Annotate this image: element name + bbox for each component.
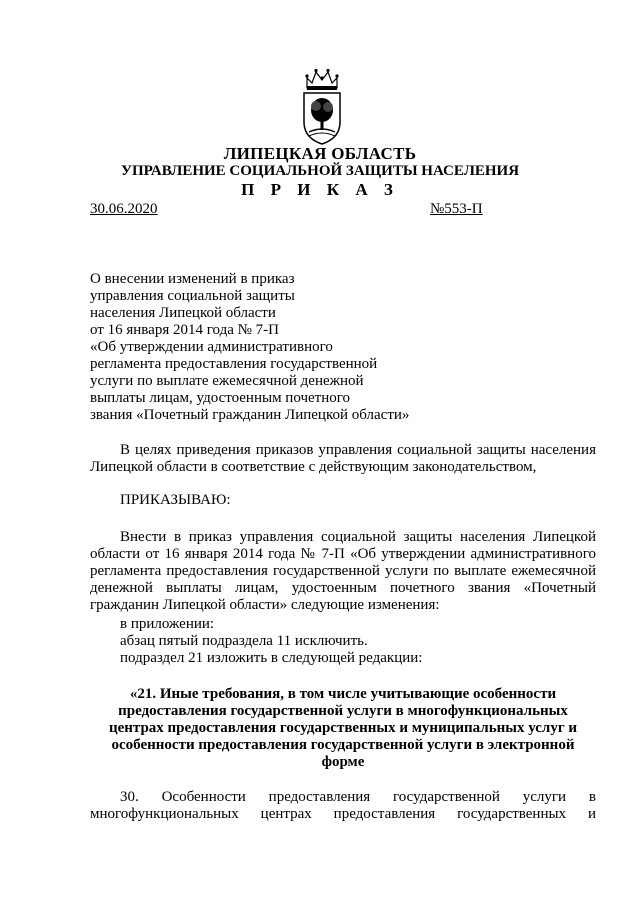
- paragraph-line: регламента предоставления государственной услуги по выплате ежемесячной: [90, 563, 596, 579]
- subject-line: О внесении изменений в приказ: [90, 271, 295, 287]
- section-title-line: предоставления государственной услуги в многофункциональных: [118, 703, 568, 719]
- subject-line: выплаты лицам, удостоенным почетного: [90, 390, 351, 406]
- paragraph-line: 30. Особенности предоставления государственной услуги в: [120, 789, 596, 805]
- main-paragraph: [90, 529, 596, 614]
- department-title: УПРАВЛЕНИЕ СОЦИАЛЬНОЙ ЗАЩИТЫ НАСЕЛЕНИЯ: [120, 163, 520, 179]
- subject-line: регламента предоставления государственной: [90, 356, 378, 372]
- order-directive: ПРИКАЗЫВАЮ:: [120, 492, 231, 508]
- subject-line: населения Липецкой области: [90, 305, 276, 321]
- subject-line: от 16 января 2014 года № 7-П: [90, 322, 280, 338]
- paragraph-line: Внести в приказ управления социальной защиты населения Липецкой: [120, 529, 596, 545]
- paragraph-line: многофункциональных центрах предоставления государственных и: [90, 806, 596, 822]
- paragraph-line: денежной выплаты лицам, удостоенным почетного звания «Почетный: [90, 580, 596, 596]
- subject-line: звания «Почетный гражданин Липецкой области»: [90, 407, 410, 423]
- paragraph-30: [90, 789, 596, 823]
- section-title-line: «21. Иные требования, в том числе учитывающие особенности: [129, 686, 557, 702]
- order-subject: [90, 271, 470, 424]
- paragraph-line: области от 16 января 2014 года № 7-П «Об утверждении административного: [90, 546, 596, 562]
- coat-of-arms-icon: [299, 66, 345, 146]
- order-date: 30.06.2020: [90, 201, 158, 217]
- subject-line: управления социальной защиты: [90, 288, 295, 304]
- region-title: ЛИПЕЦКАЯ ОБЛАСТЬ: [223, 144, 417, 163]
- section-title-line: центрах предоставления государственных и муниципальных услуг и: [108, 720, 578, 736]
- document-type-title: П Р И К А З: [241, 180, 399, 199]
- paragraph-line: Липецкой области в соответствие с действующим законодательством,: [90, 459, 537, 475]
- subject-line: «Об утверждении административного: [90, 339, 333, 355]
- paragraph-line: гражданин Липецкой области» следующие изменения:: [90, 597, 440, 613]
- section-title-line: форме: [321, 754, 365, 770]
- section-title-line: особенности предоставления государственной услуги в электронной: [111, 737, 575, 753]
- section-21-title: [90, 686, 596, 771]
- intro-paragraph: [90, 442, 596, 476]
- paragraph-line: В целях приведения приказов управления социальной защиты населения: [120, 442, 596, 458]
- coat-of-arms-emblem: [299, 66, 345, 146]
- change-item: подраздел 21 изложить в следующей редакции:: [120, 650, 423, 666]
- change-item: в приложении:: [120, 616, 215, 632]
- change-item: абзац пятый подраздела 11 исключить.: [120, 633, 368, 649]
- subject-line: услуги по выплате ежемесячной денежной: [90, 373, 364, 389]
- order-number: №553-П: [430, 201, 483, 217]
